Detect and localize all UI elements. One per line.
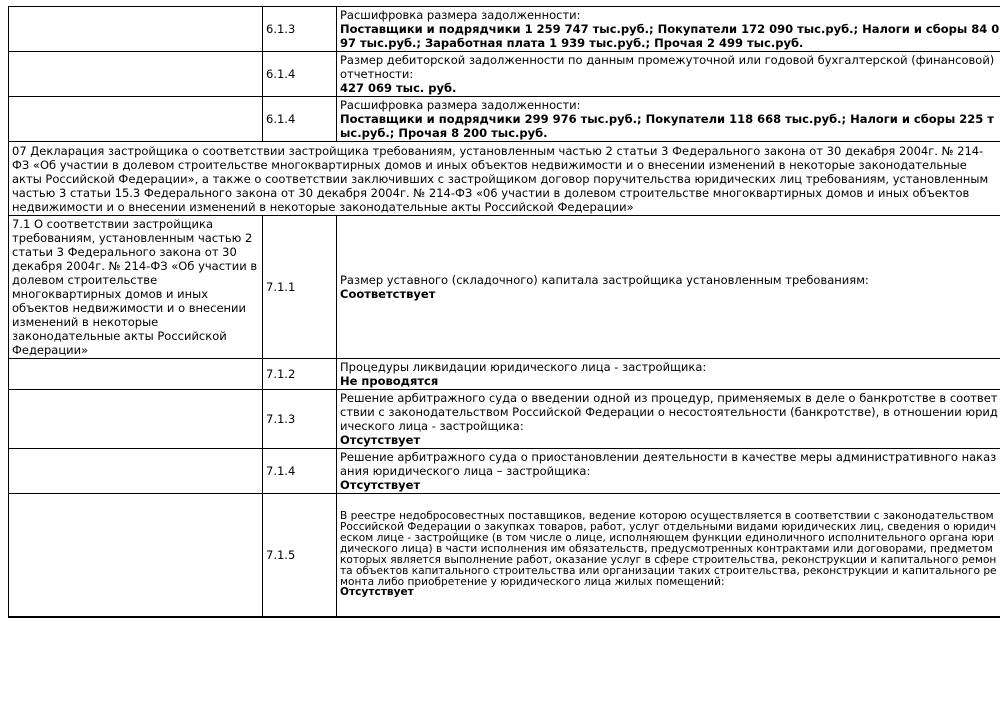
declaration-document — [8, 6, 1000, 618]
row-number: 6.1.3 — [263, 7, 337, 52]
empty-cell — [9, 449, 263, 494]
row-value: Поставщики и подрядчики 1 259 747 тыс.руб.; Покупатели 172 090 тыс.руб.; Налоги и сборы 84 097 тыс.руб.; Заработная плата 1 939 тыс.руб.; Прочая 2 499 тыс.руб. — [340, 22, 1000, 50]
row-value: 427 069 тыс. руб. — [340, 81, 457, 95]
row-content-cell — [337, 359, 1000, 390]
row-value: Поставщики и подрядчики 299 976 тыс.руб.; Покупатели 118 668 тыс.руб.; Налоги и сборы 225 тыс.руб.; Прочая 8 200 тыс.руб. — [340, 112, 994, 140]
empty-cell — [9, 7, 263, 52]
section-header-text: 07 Декларация застройщика о соответствии застройщика требованиям, установленным частью 2 статьи 3 Федерального закона от 30 декабря 2004г. № 214-ФЗ «Об участии в долевом строительстве многоквартирных домов и иных объектов недвижимости и о внесении изменений в некоторые законодательные акты Российской Федерации», а также о соответствии заключивших с застройщиком договор поручительства юридических лиц требованиям, установленным частью 3 статьи 15.3 Федерального закона от 30 декабря 2004г. № 214-ФЗ «06 участии в долевом строительстве многоквартирных домов и иных объектов недвижимости и о внесении изменений в некоторые законодательные акты Российской Федерации» — [9, 142, 1000, 216]
row-number: 7.1.3 — [263, 390, 337, 449]
table-row — [9, 390, 1000, 449]
table-row — [9, 97, 1000, 142]
row-label: Размер уставного (складочного) капитала застройщика установленным требованиям: — [340, 273, 869, 287]
row-label: Решение арбитражного суда о введении одной из процедур, применяемых в деле о банкротстве в соответствии с законодательством Российской Федерации о несостоятельности (банкротстве), в отношении юридического лица - застройщика: — [340, 391, 998, 433]
table-row — [9, 7, 1000, 52]
row-label: Расшифровка размера задолженности: — [340, 8, 581, 22]
row-number: 7.1.1 — [263, 216, 337, 359]
row-label: Расшифровка размера задолженности: — [340, 98, 581, 112]
row-number: 7.1.4 — [263, 449, 337, 494]
row-value: Отсутствует — [340, 478, 421, 492]
empty-cell — [9, 390, 263, 449]
row-label: Процедуры ликвидации юридического лица - застройщика: — [340, 360, 707, 374]
row-number: 6.1.4 — [263, 52, 337, 97]
empty-cell — [9, 97, 263, 142]
empty-cell — [9, 52, 263, 97]
table-row — [9, 216, 1000, 359]
row-content-cell — [337, 390, 1000, 449]
table-row — [9, 359, 1000, 390]
row-number: 7.1.2 — [263, 359, 337, 390]
row-value: Отсутствует — [340, 586, 414, 599]
row-label: Размер дебиторской задолженности по данным промежуточной или годовой бухгалтерской (финансовой) отчетности: — [340, 53, 995, 81]
row-number: 7.1.5 — [263, 494, 337, 617]
declaration-table — [8, 6, 1000, 618]
section-header-row — [9, 142, 1000, 216]
row-content-cell — [337, 7, 1000, 52]
empty-cell — [9, 494, 263, 617]
table-row — [9, 52, 1000, 97]
row-content-cell — [337, 449, 1000, 494]
table-row — [9, 494, 1000, 617]
row-value: Отсутствует — [340, 433, 421, 447]
row-value: Соответствует — [340, 287, 436, 301]
row-number: 6.1.4 — [263, 97, 337, 142]
row-content-cell — [337, 52, 1000, 97]
group-title-cell: 7.1 О соответствии застройщика требованиям, установленным частью 2 статьи 3 Федерального закона от 30 декабря 2004г. № 214-ФЗ «Об участии в долевом строительстве многоквартирных домов и иных объектов недвижимости и о внесении изменений в некоторые законодательные акты Российской Федерации» — [9, 216, 263, 359]
row-content-cell — [337, 494, 1000, 617]
row-label: Решение арбитражного суда о приостановлении деятельности в качестве меры административного наказания юридического лица – застройщика: — [340, 450, 997, 478]
row-value: Не проводятся — [340, 374, 439, 388]
row-label: В реестре недобросовестных поставщиков, ведение которою осуществляется в соответствии с законодательством Российской Федерации о закупках товаров, работ, услуг отдельными видами юридических лиц, сведения о юридическом лице - застройщике (в том числе о лице, исполняющем функции единоличного исполнительного органа юридического лица) в части исполнения им обязательств, предусмотренных контрактами или договорами, предметом которых является выполнение работ, оказание услуг в сфере строительства, реконструкции и капитального ремонта объектов капитального строительства или организации таких строительства, реконструкции и капитального ремонта либо приобретение у юридического лица жилых помещений: — [340, 510, 997, 588]
empty-cell — [9, 359, 263, 390]
row-content-cell — [337, 216, 1000, 359]
row-content-cell — [337, 97, 1000, 142]
table-row — [9, 449, 1000, 494]
